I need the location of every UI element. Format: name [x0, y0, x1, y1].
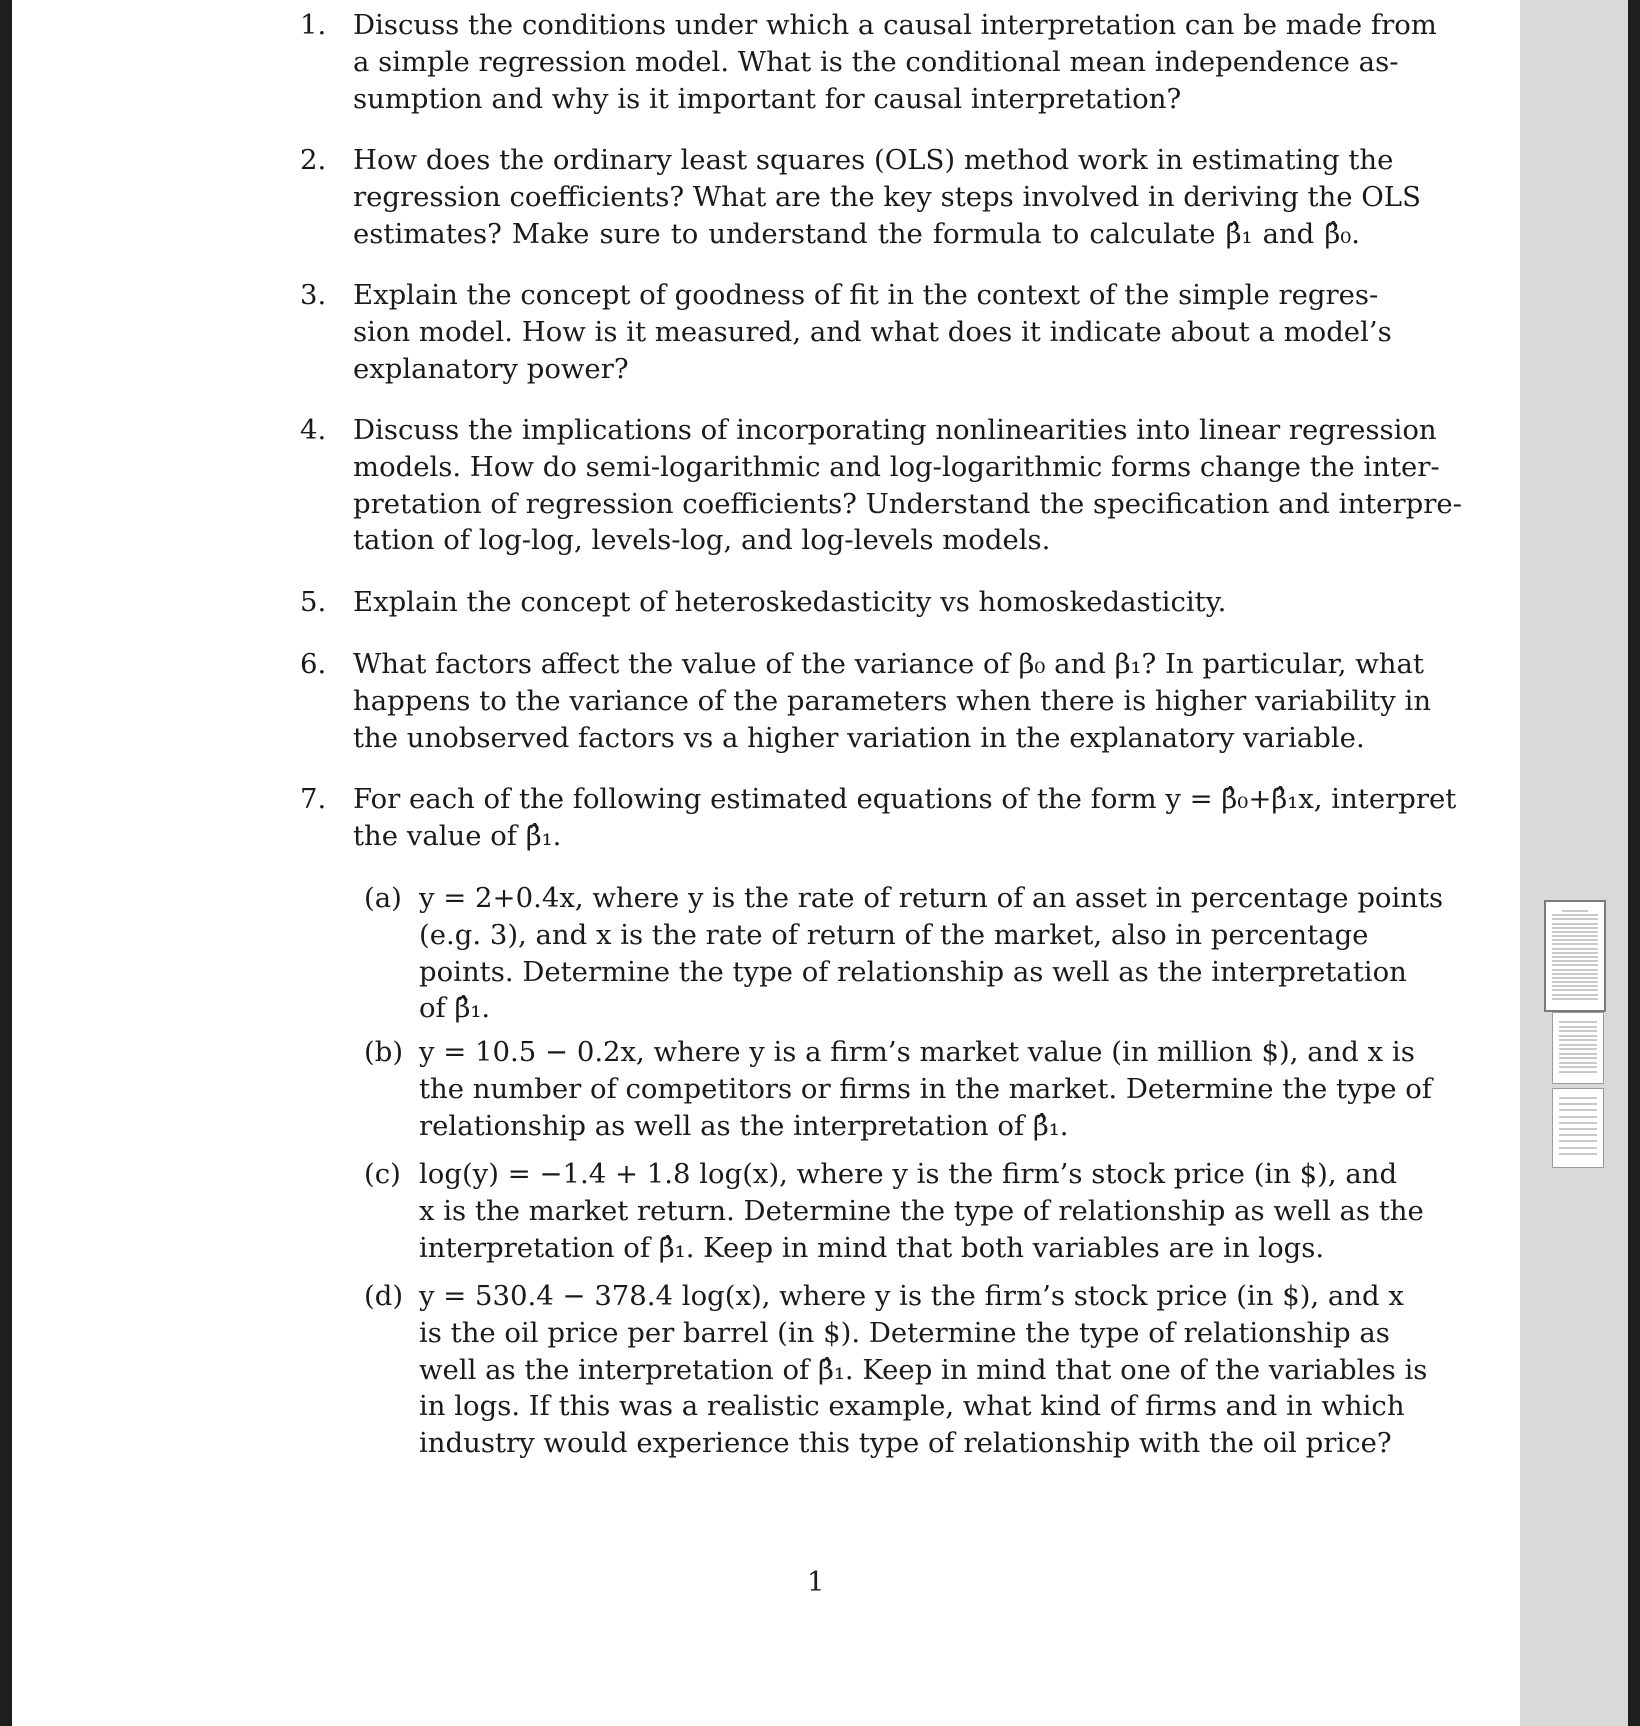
thumbnail-text-line	[1559, 1153, 1597, 1155]
thumbnail-text-line	[1552, 948, 1598, 950]
page-thumbnail-2[interactable]	[1552, 1012, 1604, 1084]
thumbnail-text-line	[1552, 931, 1598, 933]
thumbnail-text-line	[1559, 1044, 1597, 1046]
thumbnail-text-line	[1552, 977, 1598, 979]
thumbnail-text-line	[1552, 960, 1598, 962]
thumbnail-text-line	[1552, 973, 1598, 975]
thumbnail-text-line	[1552, 952, 1598, 954]
question-number: 4.	[300, 414, 327, 446]
thumbnail-text-line	[1552, 969, 1598, 971]
question-2	[300, 142, 1421, 252]
thumbnail-sidebar[interactable]	[1520, 0, 1628, 1726]
question-1	[300, 7, 1437, 117]
subquestion-label: (c)	[364, 1158, 401, 1190]
subquestion-label: (d)	[364, 1280, 404, 1312]
subquestion-c	[364, 1156, 1424, 1266]
subquestion-d	[364, 1278, 1428, 1462]
question-text-line: pretation of regression coefficients? Understand the specification and interpre-	[353, 487, 1462, 520]
thumbnail-text-line	[1552, 985, 1598, 987]
thumbnail-text-line	[1559, 1109, 1597, 1111]
subquestion-label: (b)	[364, 1036, 404, 1068]
thumbnail-text-line	[1559, 1048, 1597, 1050]
thumbnail-text-line	[1552, 923, 1598, 925]
page-thumbnail-1[interactable]	[1544, 900, 1606, 1012]
question-text-line: tation of log-log, levels-log, and log-levels models.	[353, 524, 1051, 557]
thumbnail-text-line	[1559, 1030, 1597, 1032]
subquestion-text-line: is the oil price per barrel (in $). Determine the type of relationship as	[419, 1316, 1390, 1349]
thumbnail-text-line	[1552, 939, 1598, 941]
subquestion-text-line: y = 10.5 − 0.2x, where y is a firm’s market value (in million $), and x is	[419, 1036, 1415, 1068]
subquestion-text-line: y = 530.4 − 378.4 log(x), where y is the firm’s stock price (in $), and x	[419, 1280, 1404, 1312]
thumbnail-text-line	[1552, 927, 1598, 929]
question-number: 6.	[300, 648, 327, 680]
question-number: 1.	[300, 9, 327, 41]
question-text-line: Explain the concept of heteroskedasticity vs homoskedasticity.	[353, 586, 1227, 618]
question-text-line: For each of the following estimated equations of the form y = β̂₀+β̂₁x, interpret	[353, 783, 1457, 815]
thumbnail-text-line	[1562, 910, 1588, 912]
thumbnail-text-line	[1552, 918, 1598, 920]
question-text-line: Explain the concept of goodness of fit in the context of the simple regres-	[353, 279, 1379, 311]
thumbnail-text-line	[1552, 956, 1598, 958]
subquestion-text-line: the number of competitors or firms in the market. Determine the type of	[419, 1072, 1432, 1105]
thumbnail-text-line	[1552, 964, 1598, 966]
question-text-line: sumption and why is it important for causal interpretation?	[353, 82, 1182, 115]
question-4	[300, 412, 1462, 559]
question-text-line: What factors affect the value of the variance of β₀ and β₁? In particular, what	[353, 648, 1424, 680]
thumbnail-text-line	[1559, 1097, 1597, 1099]
question-text-line: estimates? Make sure to understand the formula to calculate β̂₁ and β̂₀.	[353, 217, 1360, 250]
page-number: 1	[807, 1566, 825, 1598]
thumbnail-text-line	[1559, 1116, 1597, 1118]
subquestion-text-line: x is the market return. Determine the type of relationship as well as the	[419, 1194, 1424, 1227]
thumbnail-text-line	[1559, 1039, 1597, 1041]
question-number: 3.	[300, 279, 327, 311]
question-7	[300, 781, 1457, 855]
subquestion-a	[364, 880, 1444, 1027]
thumbnail-text-line	[1559, 1140, 1597, 1142]
question-text-line: models. How do semi-logarithmic and log-logarithmic forms change the inter-	[353, 450, 1440, 483]
document-page	[12, 0, 1520, 1726]
thumbnail-text-line	[1552, 935, 1598, 937]
thumbnail-text-line	[1552, 943, 1598, 945]
subquestion-text-line: log(y) = −1.4 + 1.8 log(x), where y is the firm’s stock price (in $), and	[419, 1158, 1398, 1190]
question-text-line: explanatory power?	[353, 352, 629, 385]
subquestion-text-line: y = 2+0.4x, where y is the rate of return of an asset in percentage points	[419, 882, 1444, 914]
thumbnail-text-line	[1559, 1026, 1597, 1028]
thumbnail-text-line	[1559, 1071, 1597, 1073]
subquestion-label: (a)	[364, 882, 402, 914]
subquestion-text-line: relationship as well as the interpretation of β̂₁.	[419, 1109, 1069, 1142]
question-text-line: regression coefficients? What are the key steps involved in deriving the OLS	[353, 180, 1421, 213]
subquestion-text-line: well as the interpretation of β̂₁. Keep in mind that one of the variables is	[419, 1353, 1428, 1386]
page-thumbnail-3[interactable]	[1552, 1088, 1604, 1168]
subquestion-text-line: in logs. If this was a realistic example, what kind of firms and in which	[419, 1390, 1405, 1423]
subquestion-text-line: points. Determine the type of relationship as well as the interpretation	[419, 955, 1407, 988]
window-edge	[1628, 0, 1640, 1726]
thumbnail-text-line	[1552, 989, 1598, 991]
thumbnail-text-line	[1559, 1103, 1597, 1105]
question-text-line: the unobserved factors vs a higher variation in the explanatory variable.	[353, 721, 1365, 754]
subquestion-b	[364, 1034, 1432, 1144]
thumbnail-text-line	[1552, 998, 1598, 1000]
thumbnail-text-line	[1559, 1122, 1597, 1124]
thumbnail-text-line	[1552, 914, 1598, 916]
thumbnail-text-line	[1559, 1147, 1597, 1149]
thumbnail-text-line	[1559, 1066, 1597, 1068]
thumbnail-text-line	[1559, 1062, 1597, 1064]
question-text-line: How does the ordinary least squares (OLS) method work in estimating the	[353, 144, 1394, 176]
thumbnail-text-line	[1559, 1057, 1597, 1059]
subquestion-text-line: industry would experience this type of relationship with the oil price?	[419, 1427, 1392, 1460]
question-text-line: sion model. How is it measured, and what does it indicate about a model’s	[353, 315, 1392, 348]
thumbnail-text-line	[1559, 1035, 1597, 1037]
question-text-line: Discuss the conditions under which a causal interpretation can be made from	[353, 9, 1437, 41]
subquestion-text-line: interpretation of β̂₁. Keep in mind that both variables are in logs.	[419, 1231, 1325, 1264]
thumbnail-text-line	[1559, 1128, 1597, 1130]
question-number: 7.	[300, 783, 327, 815]
question-text-line: a simple regression model. What is the conditional mean independence as-	[353, 45, 1399, 78]
thumbnail-text-line	[1552, 981, 1598, 983]
question-text-line: the value of β̂₁.	[353, 819, 562, 852]
question-text-line: happens to the variance of the parameters when there is higher variability in	[353, 684, 1432, 717]
question-number: 5.	[300, 586, 327, 618]
question-6	[300, 646, 1432, 756]
subquestion-text-line: of β̂₁.	[419, 992, 491, 1025]
thumbnail-text-line	[1559, 1053, 1597, 1055]
subquestion-text-line: (e.g. 3), and x is the rate of return of the market, also in percentage	[419, 918, 1369, 951]
thumbnail-text-line	[1552, 994, 1598, 996]
thumbnail-text-line	[1559, 1021, 1597, 1023]
question-text-line: Discuss the implications of incorporating nonlinearities into linear regression	[353, 414, 1437, 446]
question-5	[300, 584, 1360, 621]
question-3	[300, 277, 1392, 387]
question-number: 2.	[300, 144, 327, 176]
thumbnail-text-line	[1559, 1134, 1597, 1136]
